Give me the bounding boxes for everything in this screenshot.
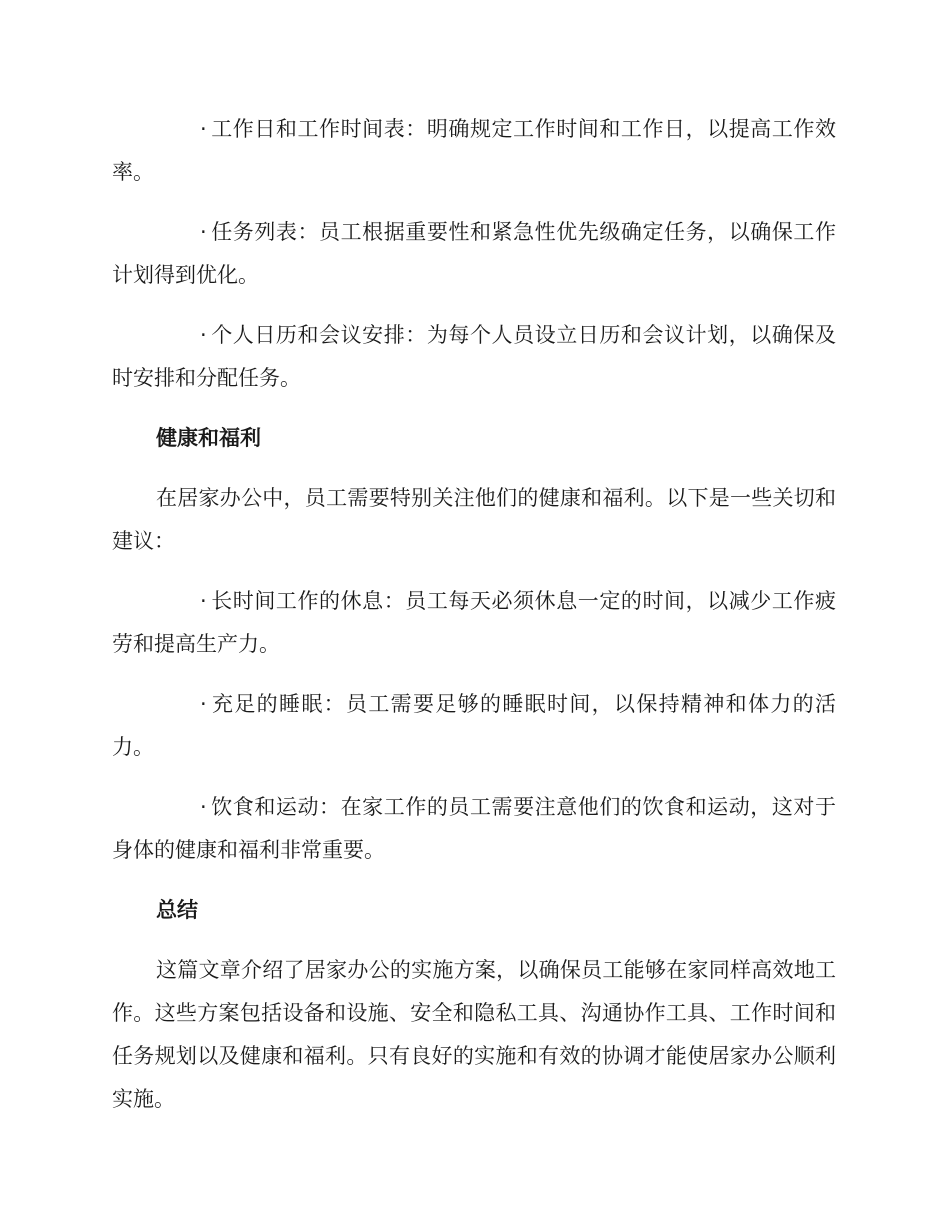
bullet-text: 充足的睡眠：员工需要足够的睡眠时间，以保持精神和体力的活力。 [112,692,836,759]
summary-paragraph: 这篇文章介绍了居家办公的实施方案，以确保员工能够在家同样高效地工作。这些方案包括设备和设施、安全和隐私工具、沟通协作工具、工作时间和任务规划以及健康和福利。只有良好的实施和有效的协调才能使居家办公顺利实施。 [112,958,836,1111]
section-heading-health: 健康和福利 [156,426,261,450]
bullet-mark: · [200,117,207,141]
bullet-paragraph-work-schedule [112,108,836,194]
bullet-paragraph-calendar [112,314,836,400]
bullet-text: 长时间工作的休息：员工每天必须休息一定的时间，以减少工作疲劳和提高生产力。 [112,589,836,656]
section-heading-summary: 总结 [156,898,198,922]
bullet-paragraph-rest [112,580,836,666]
health-intro-paragraph: 在居家办公中，员工需要特别关注他们的健康和福利。以下是一些关切和建议： [112,486,836,553]
bullet-text: 任务列表：员工根据重要性和紧急性优先级确定任务，以确保工作计划得到优化。 [112,220,836,287]
bullet-paragraph-sleep [112,683,836,769]
bullet-mark: · [200,323,207,347]
bullet-mark: · [200,589,207,613]
bullet-mark: · [200,795,207,819]
bullet-text: 个人日历和会议安排：为每个人员设立日历和会议计划，以确保及时安排和分配任务。 [112,323,836,390]
bullet-mark: · [200,692,207,716]
bullet-paragraph-task-list [112,211,836,297]
bullet-paragraph-diet-exercise [112,786,836,872]
document-page [112,108,836,1138]
bullet-text: 工作日和工作时间表：明确规定工作时间和工作日，以提高工作效率。 [112,117,836,184]
bullet-text: 饮食和运动：在家工作的员工需要注意他们的饮食和运动，这对于身体的健康和福利非常重要。 [112,795,836,862]
bullet-mark: · [200,220,207,244]
